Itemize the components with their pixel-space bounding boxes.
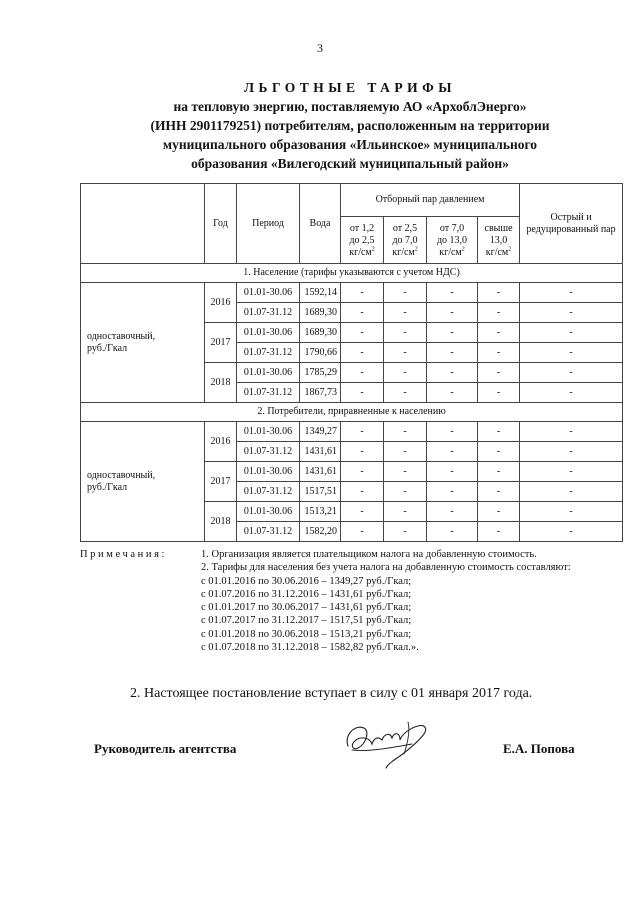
- sharp-steam-value: -: [520, 442, 623, 462]
- year-cell: 2016: [205, 422, 237, 462]
- steam-4-value: -: [478, 363, 520, 383]
- period-cell: 01.07-31.12: [237, 482, 300, 502]
- period-cell: 01.07-31.12: [237, 442, 300, 462]
- notes-body: [201, 548, 620, 654]
- steam-3-value: -: [427, 303, 478, 323]
- steam-4-value: -: [478, 283, 520, 303]
- steam-4-value: -: [478, 343, 520, 363]
- water-value: 1592,14: [300, 283, 341, 303]
- steam-4-value: -: [478, 482, 520, 502]
- note-rate-line: с 01.07.2016 по 31.12.2016 – 1431,61 руб./Гкал;: [201, 588, 412, 600]
- sharp-steam-value: -: [520, 363, 623, 383]
- steam-2-value: -: [384, 343, 427, 363]
- sharp-steam-value: -: [520, 323, 623, 343]
- steam-1-value: -: [341, 303, 384, 323]
- year-cell: 2018: [205, 502, 237, 542]
- steam-3-value: -: [427, 283, 478, 303]
- title-main: ЛЬГОТНЫЕ ТАРИФЫ: [243, 80, 457, 95]
- year-cell: 2016: [205, 283, 237, 323]
- effective-date-statement: 2. Настоящее постановление вступает в силу с 01 января 2017 года.: [130, 686, 533, 701]
- header-year: Год: [205, 184, 237, 264]
- steam-1-value: -: [341, 462, 384, 482]
- note-item-2-intro: 2. Тарифы для населения без учета налога на добавленную стоимость составляют:: [201, 562, 571, 574]
- note-rate-line: с 01.01.2018 по 30.06.2018 – 1513,21 руб./Гкал;: [201, 628, 412, 640]
- steam-3-value: -: [427, 343, 478, 363]
- sharp-steam-value: -: [520, 343, 623, 363]
- sharp-steam-value: -: [520, 482, 623, 502]
- year-cell: 2017: [205, 462, 237, 502]
- header-steam-4: свыше 13,0 $кг/см^2$: [478, 217, 520, 264]
- period-cell: 01.01-30.06: [237, 283, 300, 303]
- section-title: 1. Население (тарифы указываются с учетом НДС): [81, 264, 623, 283]
- title-line-1: на тепловую энергию, поставляемую АО «АрхоблЭнерго»: [173, 99, 527, 114]
- steam-4-value: -: [478, 383, 520, 403]
- water-value: 1513,21: [300, 502, 341, 522]
- title-line-4: образования «Вилегодский муниципальный район»: [191, 156, 509, 171]
- steam-3-value: -: [427, 383, 478, 403]
- steam-2-value: -: [384, 442, 427, 462]
- period-cell: 01.01-30.06: [237, 323, 300, 343]
- steam-3-value: -: [427, 442, 478, 462]
- notes-label: Примечания:: [80, 549, 168, 560]
- steam-1-value: -: [341, 363, 384, 383]
- steam-1-value: -: [341, 482, 384, 502]
- header-sharp-steam: Острый и редуцированный пар: [520, 184, 623, 264]
- water-value: 1349,27: [300, 422, 341, 442]
- period-cell: 01.07-31.12: [237, 303, 300, 323]
- period-cell: 01.01-30.06: [237, 422, 300, 442]
- water-value: 1431,61: [300, 462, 341, 482]
- water-value: 1790,66: [300, 343, 341, 363]
- year-cell: 2017: [205, 323, 237, 363]
- header-water: Вода: [300, 184, 341, 264]
- water-value: 1785,29: [300, 363, 341, 383]
- tariff-type: одноставочный, руб./Гкал: [81, 283, 205, 403]
- sharp-steam-value: -: [520, 303, 623, 323]
- header-type: [81, 184, 205, 264]
- note-rate-line: с 01.01.2017 по 30.06.2017 – 1431,61 руб./Гкал;: [201, 602, 412, 614]
- steam-1-value: -: [341, 502, 384, 522]
- period-cell: 01.01-30.06: [237, 462, 300, 482]
- header-steam-group: Отборный пар давлением: [341, 184, 520, 217]
- steam-2-value: -: [384, 482, 427, 502]
- water-value: 1517,51: [300, 482, 341, 502]
- steam-4-value: -: [478, 303, 520, 323]
- signature-image: [338, 714, 434, 772]
- sharp-steam-value: -: [520, 383, 623, 403]
- steam-3-value: -: [427, 502, 478, 522]
- table-row: [81, 422, 623, 442]
- sharp-steam-value: -: [520, 422, 623, 442]
- water-value: 1689,30: [300, 303, 341, 323]
- steam-4-value: -: [478, 522, 520, 542]
- document-title: [80, 78, 620, 173]
- steam-3-value: -: [427, 323, 478, 343]
- steam-1-value: -: [341, 522, 384, 542]
- table-row: [81, 283, 623, 303]
- note-item-1: 1. Организация является плательщиком налога на добавленную стоимость.: [201, 549, 537, 560]
- header-steam-2: от 2,5 до 7,0 $кг/см^2$: [384, 217, 427, 264]
- steam-1-value: -: [341, 422, 384, 442]
- steam-2-value: -: [384, 383, 427, 403]
- steam-4-value: -: [478, 422, 520, 442]
- steam-2-value: -: [384, 462, 427, 482]
- steam-2-value: -: [384, 502, 427, 522]
- steam-1-value: -: [341, 343, 384, 363]
- period-cell: 01.07-31.12: [237, 383, 300, 403]
- tariff-type: одноставочный, руб./Гкал: [81, 422, 205, 542]
- period-cell: 01.01-30.06: [237, 363, 300, 383]
- steam-1-value: -: [341, 442, 384, 462]
- sharp-steam-value: -: [520, 502, 623, 522]
- steam-3-value: -: [427, 522, 478, 542]
- header-period: Период: [237, 184, 300, 264]
- steam-4-value: -: [478, 502, 520, 522]
- header-steam-1: от 1,2 до 2,5 $кг/см^2$: [341, 217, 384, 264]
- steam-4-value: -: [478, 323, 520, 343]
- steam-2-value: -: [384, 522, 427, 542]
- period-cell: 01.07-31.12: [237, 343, 300, 363]
- steam-3-value: -: [427, 462, 478, 482]
- steam-2-value: -: [384, 323, 427, 343]
- water-value: 1431,61: [300, 442, 341, 462]
- steam-4-value: -: [478, 462, 520, 482]
- note-rate-line: с 01.07.2018 по 31.12.2018 – 1582,82 руб./Гкал.».: [201, 642, 419, 654]
- steam-2-value: -: [384, 422, 427, 442]
- steam-1-value: -: [341, 283, 384, 303]
- period-cell: 01.01-30.06: [237, 502, 300, 522]
- steam-1-value: -: [341, 323, 384, 343]
- title-line-2: (ИНН 2901179251) потребителям, расположенным на территории: [150, 118, 550, 133]
- steam-2-value: -: [384, 283, 427, 303]
- signatory-title: Руководитель агентства: [94, 741, 237, 756]
- period-cell: 01.07-31.12: [237, 522, 300, 542]
- note-rate-line: с 01.07.2017 по 31.12.2017 – 1517,51 руб./Гкал;: [201, 615, 412, 627]
- sharp-steam-value: -: [520, 522, 623, 542]
- sharp-steam-value: -: [520, 283, 623, 303]
- steam-4-value: -: [478, 442, 520, 462]
- water-value: 1582,20: [300, 522, 341, 542]
- steam-3-value: -: [427, 482, 478, 502]
- water-value: 1867,73: [300, 383, 341, 403]
- steam-3-value: -: [427, 363, 478, 383]
- page-number: 3: [317, 41, 323, 55]
- section-title: 2. Потребители, приравненные к населению: [81, 403, 623, 422]
- year-cell: 2018: [205, 363, 237, 403]
- steam-2-value: -: [384, 303, 427, 323]
- sharp-steam-value: -: [520, 462, 623, 482]
- signatory-name: Е.А. Попова: [503, 741, 575, 756]
- note-rate-line: с 01.01.2016 по 30.06.2016 – 1349,27 руб./Гкал;: [201, 575, 412, 587]
- steam-2-value: -: [384, 363, 427, 383]
- steam-1-value: -: [341, 383, 384, 403]
- header-steam-3: от 7,0 до 13,0 $кг/см^2$: [427, 217, 478, 264]
- water-value: 1689,30: [300, 323, 341, 343]
- tariff-table: [80, 183, 623, 542]
- steam-3-value: -: [427, 422, 478, 442]
- title-line-3: муниципального образования «Ильинское» муниципального: [162, 137, 538, 152]
